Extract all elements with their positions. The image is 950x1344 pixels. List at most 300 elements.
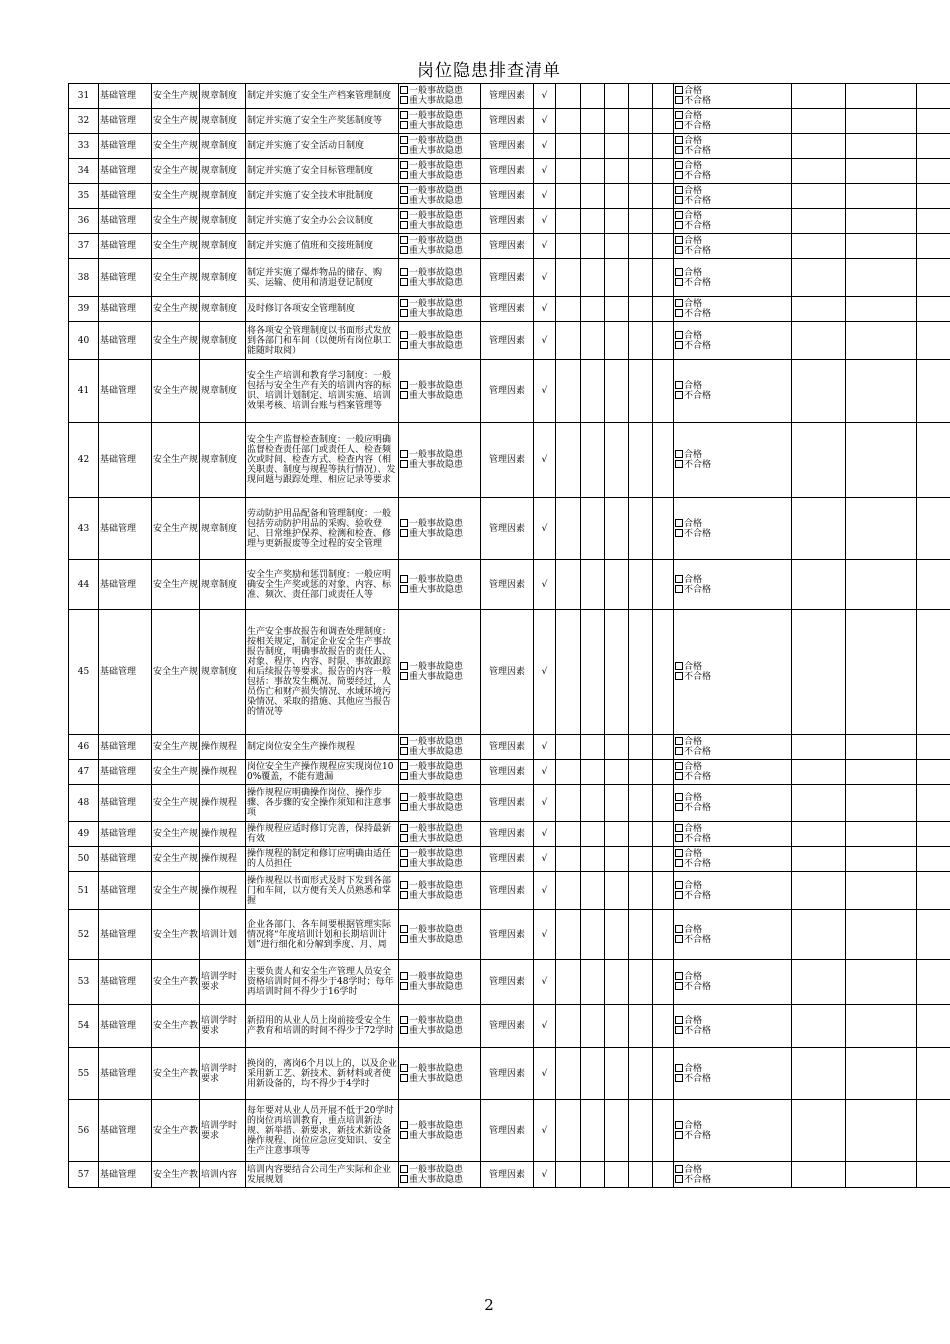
blank-cell[interactable] — [629, 760, 653, 785]
fail-option[interactable] — [675, 460, 790, 470]
checkbox-icon[interactable] — [400, 1016, 408, 1024]
checkbox-icon[interactable] — [400, 1175, 408, 1183]
general-hazard-option[interactable] — [400, 331, 479, 341]
checkbox-icon[interactable] — [675, 747, 683, 755]
blank-cell[interactable] — [917, 297, 950, 322]
fail-option[interactable] — [675, 772, 790, 782]
checkbox-icon[interactable] — [400, 935, 408, 943]
blank-cell[interactable] — [653, 159, 674, 184]
blank-cell[interactable] — [846, 847, 917, 872]
general-hazard-option[interactable] — [400, 299, 479, 309]
checkbox-icon[interactable] — [675, 859, 683, 867]
blank-cell[interactable] — [653, 1100, 674, 1162]
major-hazard-option[interactable] — [400, 859, 479, 869]
pass-option[interactable] — [675, 519, 790, 529]
blank-cell[interactable] — [556, 84, 581, 109]
general-hazard-option[interactable] — [400, 824, 479, 834]
checkbox-icon[interactable] — [675, 762, 683, 770]
blank-cell[interactable] — [792, 184, 846, 209]
pass-option[interactable] — [675, 1121, 790, 1131]
checkbox-icon[interactable] — [400, 211, 408, 219]
blank-cell[interactable] — [556, 184, 581, 209]
pass-option[interactable] — [675, 575, 790, 585]
blank-cell[interactable] — [846, 760, 917, 785]
blank-cell[interactable] — [792, 1100, 846, 1162]
blank-cell[interactable] — [846, 322, 917, 360]
blank-cell[interactable] — [629, 1005, 653, 1048]
checkbox-icon[interactable] — [675, 391, 683, 399]
blank-cell[interactable] — [556, 360, 581, 423]
pass-option[interactable] — [675, 1016, 790, 1026]
blank-cell[interactable] — [653, 360, 674, 423]
blank-cell[interactable] — [917, 184, 950, 209]
checkbox-icon[interactable] — [400, 747, 408, 755]
checkbox-icon[interactable] — [675, 331, 683, 339]
blank-cell[interactable] — [792, 322, 846, 360]
general-hazard-option[interactable] — [400, 793, 479, 803]
blank-cell[interactable] — [581, 259, 605, 297]
blank-cell[interactable] — [556, 760, 581, 785]
blank-cell[interactable] — [605, 1005, 629, 1048]
blank-cell[interactable] — [653, 822, 674, 847]
blank-cell[interactable] — [605, 872, 629, 910]
blank-cell[interactable] — [581, 1100, 605, 1162]
blank-cell[interactable] — [581, 1162, 605, 1188]
fail-option[interactable] — [675, 1026, 790, 1036]
checkbox-icon[interactable] — [400, 762, 408, 770]
blank-cell[interactable] — [917, 960, 950, 1005]
general-hazard-option[interactable] — [400, 1064, 479, 1074]
checkbox-icon[interactable] — [675, 585, 683, 593]
checkbox-icon[interactable] — [400, 772, 408, 780]
blank-cell[interactable] — [846, 84, 917, 109]
blank-cell[interactable] — [556, 209, 581, 234]
blank-cell[interactable] — [792, 735, 846, 760]
checkbox-icon[interactable] — [675, 672, 683, 680]
blank-cell[interactable] — [917, 209, 950, 234]
blank-cell[interactable] — [917, 822, 950, 847]
checkbox-icon[interactable] — [400, 146, 408, 154]
checkbox-icon[interactable] — [675, 925, 683, 933]
blank-cell[interactable] — [792, 910, 846, 960]
blank-cell[interactable] — [653, 84, 674, 109]
fail-option[interactable] — [675, 1175, 790, 1185]
fail-option[interactable] — [675, 171, 790, 181]
checkbox-icon[interactable] — [675, 246, 683, 254]
blank-cell[interactable] — [846, 1048, 917, 1100]
checkbox-icon[interactable] — [400, 1121, 408, 1129]
blank-cell[interactable] — [917, 134, 950, 159]
fail-option[interactable] — [675, 834, 790, 844]
blank-cell[interactable] — [581, 109, 605, 134]
blank-cell[interactable] — [629, 84, 653, 109]
blank-cell[interactable] — [629, 610, 653, 735]
general-hazard-option[interactable] — [400, 762, 479, 772]
checkbox-icon[interactable] — [400, 196, 408, 204]
checkbox-icon[interactable] — [400, 86, 408, 94]
blank-cell[interactable] — [581, 360, 605, 423]
blank-cell[interactable] — [792, 159, 846, 184]
blank-cell[interactable] — [792, 610, 846, 735]
blank-cell[interactable] — [653, 785, 674, 822]
blank-cell[interactable] — [629, 360, 653, 423]
blank-cell[interactable] — [605, 960, 629, 1005]
checkbox-icon[interactable] — [675, 221, 683, 229]
blank-cell[interactable] — [846, 560, 917, 610]
major-hazard-option[interactable] — [400, 246, 479, 256]
blank-cell[interactable] — [792, 234, 846, 259]
blank-cell[interactable] — [653, 735, 674, 760]
blank-cell[interactable] — [792, 1005, 846, 1048]
general-hazard-option[interactable] — [400, 662, 479, 672]
blank-cell[interactable] — [605, 297, 629, 322]
checkbox-icon[interactable] — [400, 793, 408, 801]
blank-cell[interactable] — [556, 960, 581, 1005]
checkbox-icon[interactable] — [400, 331, 408, 339]
general-hazard-option[interactable] — [400, 575, 479, 585]
pass-option[interactable] — [675, 849, 790, 859]
pass-option[interactable] — [675, 1165, 790, 1175]
pass-option[interactable] — [675, 299, 790, 309]
checkbox-icon[interactable] — [675, 86, 683, 94]
major-hazard-option[interactable] — [400, 460, 479, 470]
checkbox-icon[interactable] — [400, 136, 408, 144]
blank-cell[interactable] — [605, 322, 629, 360]
checkbox-icon[interactable] — [675, 236, 683, 244]
blank-cell[interactable] — [581, 822, 605, 847]
major-hazard-option[interactable] — [400, 1026, 479, 1036]
fail-option[interactable] — [675, 221, 790, 231]
checkbox-icon[interactable] — [675, 575, 683, 583]
blank-cell[interactable] — [605, 184, 629, 209]
major-hazard-option[interactable] — [400, 529, 479, 539]
blank-cell[interactable] — [556, 297, 581, 322]
blank-cell[interactable] — [629, 1100, 653, 1162]
blank-cell[interactable] — [653, 498, 674, 560]
blank-cell[interactable] — [917, 785, 950, 822]
checkbox-icon[interactable] — [675, 450, 683, 458]
blank-cell[interactable] — [792, 960, 846, 1005]
blank-cell[interactable] — [556, 1100, 581, 1162]
blank-cell[interactable] — [605, 760, 629, 785]
blank-cell[interactable] — [556, 234, 581, 259]
checkbox-icon[interactable] — [400, 972, 408, 980]
pass-option[interactable] — [675, 161, 790, 171]
fail-option[interactable] — [675, 278, 790, 288]
blank-cell[interactable] — [605, 1048, 629, 1100]
blank-cell[interactable] — [605, 234, 629, 259]
checkbox-icon[interactable] — [675, 1026, 683, 1034]
blank-cell[interactable] — [846, 259, 917, 297]
blank-cell[interactable] — [846, 610, 917, 735]
blank-cell[interactable] — [917, 610, 950, 735]
blank-cell[interactable] — [629, 1048, 653, 1100]
pass-option[interactable] — [675, 186, 790, 196]
major-hazard-option[interactable] — [400, 278, 479, 288]
checkbox-icon[interactable] — [400, 662, 408, 670]
blank-cell[interactable] — [917, 498, 950, 560]
pass-option[interactable] — [675, 662, 790, 672]
blank-cell[interactable] — [556, 134, 581, 159]
blank-cell[interactable] — [605, 498, 629, 560]
checkbox-icon[interactable] — [675, 834, 683, 842]
checkbox-icon[interactable] — [400, 186, 408, 194]
pass-option[interactable] — [675, 824, 790, 834]
checkbox-icon[interactable] — [400, 575, 408, 583]
blank-cell[interactable] — [653, 1048, 674, 1100]
major-hazard-option[interactable] — [400, 1074, 479, 1084]
major-hazard-option[interactable] — [400, 834, 479, 844]
blank-cell[interactable] — [629, 322, 653, 360]
blank-cell[interactable] — [629, 872, 653, 910]
blank-cell[interactable] — [605, 84, 629, 109]
blank-cell[interactable] — [792, 1162, 846, 1188]
checkbox-icon[interactable] — [675, 662, 683, 670]
blank-cell[interactable] — [556, 109, 581, 134]
checkbox-icon[interactable] — [400, 585, 408, 593]
blank-cell[interactable] — [792, 134, 846, 159]
blank-cell[interactable] — [653, 209, 674, 234]
checkbox-icon[interactable] — [675, 121, 683, 129]
fail-option[interactable] — [675, 96, 790, 106]
checkbox-icon[interactable] — [675, 341, 683, 349]
checkbox-icon[interactable] — [675, 211, 683, 219]
blank-cell[interactable] — [653, 847, 674, 872]
blank-cell[interactable] — [605, 847, 629, 872]
checkbox-icon[interactable] — [675, 803, 683, 811]
blank-cell[interactable] — [605, 109, 629, 134]
blank-cell[interactable] — [629, 735, 653, 760]
blank-cell[interactable] — [581, 209, 605, 234]
blank-cell[interactable] — [846, 960, 917, 1005]
blank-cell[interactable] — [629, 423, 653, 498]
fail-option[interactable] — [675, 935, 790, 945]
pass-option[interactable] — [675, 762, 790, 772]
blank-cell[interactable] — [629, 184, 653, 209]
checkbox-icon[interactable] — [400, 834, 408, 842]
general-hazard-option[interactable] — [400, 925, 479, 935]
blank-cell[interactable] — [629, 209, 653, 234]
major-hazard-option[interactable] — [400, 891, 479, 901]
blank-cell[interactable] — [792, 760, 846, 785]
pass-option[interactable] — [675, 86, 790, 96]
checkbox-icon[interactable] — [675, 972, 683, 980]
blank-cell[interactable] — [556, 910, 581, 960]
checkbox-icon[interactable] — [400, 309, 408, 317]
checkbox-icon[interactable] — [675, 849, 683, 857]
blank-cell[interactable] — [581, 735, 605, 760]
fail-option[interactable] — [675, 341, 790, 351]
blank-cell[interactable] — [556, 785, 581, 822]
blank-cell[interactable] — [556, 735, 581, 760]
blank-cell[interactable] — [556, 610, 581, 735]
blank-cell[interactable] — [653, 872, 674, 910]
checkbox-icon[interactable] — [400, 268, 408, 276]
blank-cell[interactable] — [629, 560, 653, 610]
blank-cell[interactable] — [917, 760, 950, 785]
blank-cell[interactable] — [917, 735, 950, 760]
major-hazard-option[interactable] — [400, 171, 479, 181]
major-hazard-option[interactable] — [400, 121, 479, 131]
blank-cell[interactable] — [605, 785, 629, 822]
blank-cell[interactable] — [846, 498, 917, 560]
fail-option[interactable] — [675, 982, 790, 992]
checkbox-icon[interactable] — [675, 171, 683, 179]
checkbox-icon[interactable] — [400, 221, 408, 229]
checkbox-icon[interactable] — [400, 1026, 408, 1034]
checkbox-icon[interactable] — [675, 793, 683, 801]
blank-cell[interactable] — [792, 785, 846, 822]
blank-cell[interactable] — [581, 297, 605, 322]
blank-cell[interactable] — [581, 610, 605, 735]
checkbox-icon[interactable] — [675, 268, 683, 276]
checkbox-icon[interactable] — [675, 824, 683, 832]
blank-cell[interactable] — [846, 735, 917, 760]
blank-cell[interactable] — [556, 822, 581, 847]
pass-option[interactable] — [675, 268, 790, 278]
checkbox-icon[interactable] — [675, 96, 683, 104]
blank-cell[interactable] — [792, 1048, 846, 1100]
blank-cell[interactable] — [581, 760, 605, 785]
blank-cell[interactable] — [581, 184, 605, 209]
pass-option[interactable] — [675, 136, 790, 146]
checkbox-icon[interactable] — [400, 278, 408, 286]
blank-cell[interactable] — [917, 423, 950, 498]
checkbox-icon[interactable] — [400, 96, 408, 104]
checkbox-icon[interactable] — [400, 381, 408, 389]
blank-cell[interactable] — [653, 960, 674, 1005]
checkbox-icon[interactable] — [400, 299, 408, 307]
blank-cell[interactable] — [653, 423, 674, 498]
checkbox-icon[interactable] — [675, 772, 683, 780]
major-hazard-option[interactable] — [400, 146, 479, 156]
blank-cell[interactable] — [653, 297, 674, 322]
fail-option[interactable] — [675, 1131, 790, 1141]
blank-cell[interactable] — [792, 259, 846, 297]
blank-cell[interactable] — [581, 872, 605, 910]
major-hazard-option[interactable] — [400, 1131, 479, 1141]
blank-cell[interactable] — [629, 234, 653, 259]
general-hazard-option[interactable] — [400, 519, 479, 529]
checkbox-icon[interactable] — [400, 672, 408, 680]
blank-cell[interactable] — [605, 360, 629, 423]
major-hazard-option[interactable] — [400, 935, 479, 945]
blank-cell[interactable] — [581, 234, 605, 259]
checkbox-icon[interactable] — [400, 891, 408, 899]
checkbox-icon[interactable] — [675, 982, 683, 990]
blank-cell[interactable] — [846, 109, 917, 134]
blank-cell[interactable] — [629, 159, 653, 184]
blank-cell[interactable] — [605, 822, 629, 847]
blank-cell[interactable] — [846, 1162, 917, 1188]
checkbox-icon[interactable] — [400, 341, 408, 349]
fail-option[interactable] — [675, 121, 790, 131]
checkbox-icon[interactable] — [675, 161, 683, 169]
checkbox-icon[interactable] — [400, 161, 408, 169]
checkbox-icon[interactable] — [675, 381, 683, 389]
blank-cell[interactable] — [581, 322, 605, 360]
major-hazard-option[interactable] — [400, 221, 479, 231]
fail-option[interactable] — [675, 391, 790, 401]
blank-cell[interactable] — [846, 209, 917, 234]
checkbox-icon[interactable] — [400, 982, 408, 990]
blank-cell[interactable] — [653, 1162, 674, 1188]
blank-cell[interactable] — [556, 322, 581, 360]
checkbox-icon[interactable] — [675, 196, 683, 204]
blank-cell[interactable] — [792, 84, 846, 109]
general-hazard-option[interactable] — [400, 381, 479, 391]
checkbox-icon[interactable] — [400, 519, 408, 527]
blank-cell[interactable] — [917, 847, 950, 872]
blank-cell[interactable] — [556, 1048, 581, 1100]
blank-cell[interactable] — [581, 847, 605, 872]
major-hazard-option[interactable] — [400, 672, 479, 682]
checkbox-icon[interactable] — [400, 803, 408, 811]
checkbox-icon[interactable] — [400, 450, 408, 458]
blank-cell[interactable] — [917, 910, 950, 960]
blank-cell[interactable] — [605, 610, 629, 735]
checkbox-icon[interactable] — [675, 1121, 683, 1129]
blank-cell[interactable] — [917, 259, 950, 297]
blank-cell[interactable] — [605, 910, 629, 960]
blank-cell[interactable] — [581, 1048, 605, 1100]
blank-cell[interactable] — [917, 872, 950, 910]
blank-cell[interactable] — [605, 1162, 629, 1188]
checkbox-icon[interactable] — [675, 529, 683, 537]
checkbox-icon[interactable] — [400, 1074, 408, 1082]
blank-cell[interactable] — [846, 423, 917, 498]
blank-cell[interactable] — [653, 134, 674, 159]
blank-cell[interactable] — [792, 109, 846, 134]
blank-cell[interactable] — [605, 259, 629, 297]
general-hazard-option[interactable] — [400, 236, 479, 246]
blank-cell[interactable] — [917, 159, 950, 184]
general-hazard-option[interactable] — [400, 737, 479, 747]
blank-cell[interactable] — [653, 560, 674, 610]
blank-cell[interactable] — [629, 109, 653, 134]
checkbox-icon[interactable] — [400, 460, 408, 468]
major-hazard-option[interactable] — [400, 1175, 479, 1185]
blank-cell[interactable] — [846, 184, 917, 209]
pass-option[interactable] — [675, 881, 790, 891]
blank-cell[interactable] — [653, 910, 674, 960]
checkbox-icon[interactable] — [400, 111, 408, 119]
general-hazard-option[interactable] — [400, 136, 479, 146]
major-hazard-option[interactable] — [400, 747, 479, 757]
general-hazard-option[interactable] — [400, 972, 479, 982]
checkbox-icon[interactable] — [675, 881, 683, 889]
blank-cell[interactable] — [653, 1005, 674, 1048]
pass-option[interactable] — [675, 972, 790, 982]
major-hazard-option[interactable] — [400, 341, 479, 351]
blank-cell[interactable] — [581, 910, 605, 960]
blank-cell[interactable] — [629, 1162, 653, 1188]
blank-cell[interactable] — [556, 159, 581, 184]
blank-cell[interactable] — [556, 423, 581, 498]
blank-cell[interactable] — [653, 234, 674, 259]
pass-option[interactable] — [675, 925, 790, 935]
blank-cell[interactable] — [653, 760, 674, 785]
checkbox-icon[interactable] — [675, 1175, 683, 1183]
blank-cell[interactable] — [846, 910, 917, 960]
blank-cell[interactable] — [846, 1005, 917, 1048]
checkbox-icon[interactable] — [400, 859, 408, 867]
checkbox-icon[interactable] — [675, 1074, 683, 1082]
fail-option[interactable] — [675, 246, 790, 256]
blank-cell[interactable] — [653, 322, 674, 360]
blank-cell[interactable] — [556, 1162, 581, 1188]
blank-cell[interactable] — [556, 872, 581, 910]
